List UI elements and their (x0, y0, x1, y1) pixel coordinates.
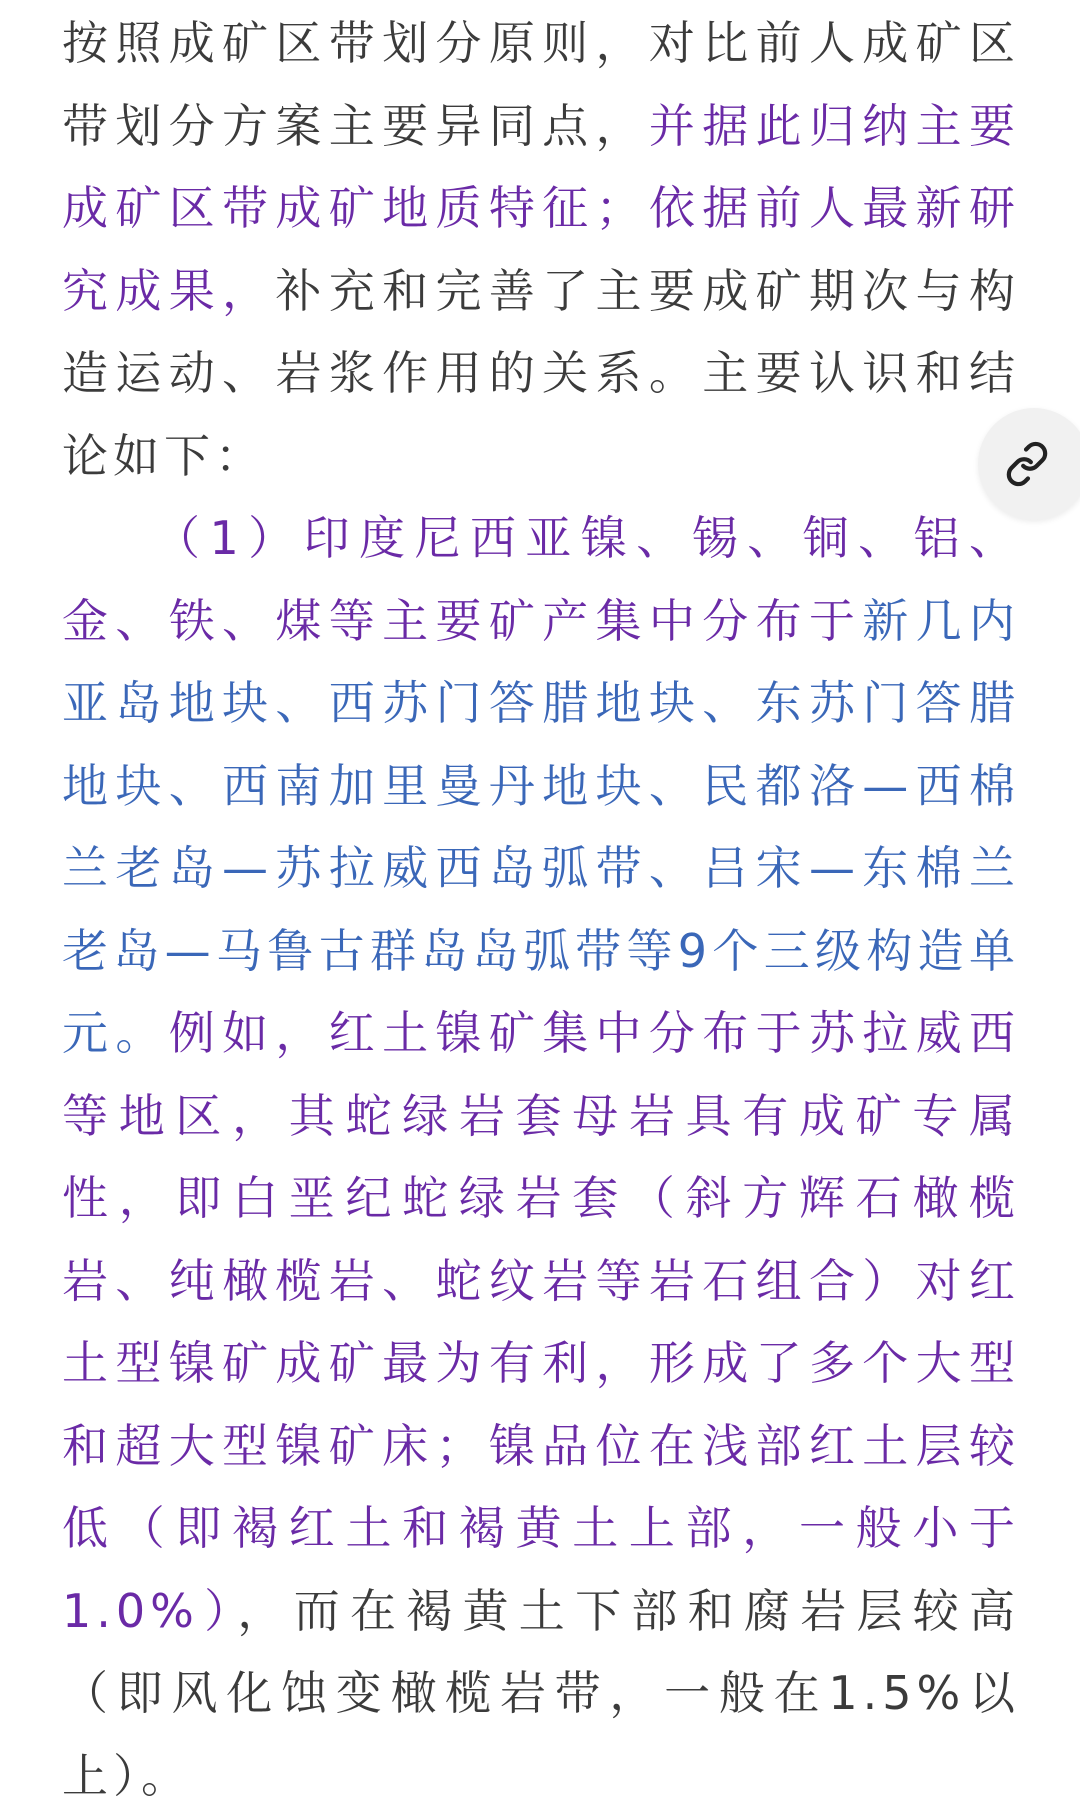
copy-link-button[interactable] (978, 408, 1080, 520)
finding-text-grade: ，而在褐黄土下部和腐岩层较高（即风化蚀变橄榄岩带，一般在1.5%以上）。 (62, 1583, 1020, 1803)
paragraph-intro (62, 2, 1020, 497)
intro-text-highlight: 并据此归纳主要成矿区带成矿地质特征；依据前人最新研究成果， (62, 98, 1021, 318)
link-icon (1004, 441, 1050, 487)
intro-text-conclusion: 补充和完善了主要成矿期次与构造运动、岩浆作用的关系。主要认识和结论如下： (62, 263, 1021, 483)
article-body (62, 0, 1020, 1817)
paragraph-finding-1 (62, 497, 1020, 1817)
finding-text-minerals: （1）印度尼西亚镍、锡、铜、铝、金、铁、煤等主要矿产集中分布于 (62, 511, 1020, 648)
finding-text-laterite-nickel: 例如，红土镍矿集中分布于苏拉威西等地区，其蛇绿岩套母岩具有成矿专属性，即白垩纪蛇绿岩套（斜方辉石橄榄岩、纯橄榄岩、蛇纹岩等岩石组合）对红土型镍矿成矿最为有利，形成了多个大型和超大型镍矿床；镍品位在浅部红土层较低（即褐红土和褐黄土上部，一般小于1.0%） (62, 1006, 1021, 1638)
finding-text-tectonic-units: 新几内亚岛地块、西苏门答腊地块、东苏门答腊地块、西南加里曼丹地块、民都洛—西棉兰老岛—苏拉威西岛弧带、吕宋—东棉兰老岛—马鲁古群岛岛弧带等9个三级构造单元。 (62, 593, 1021, 1060)
intro-text-plain: 按照成矿区带划分原则，对比前人成矿区带划分方案主要异同点， (62, 16, 1020, 153)
